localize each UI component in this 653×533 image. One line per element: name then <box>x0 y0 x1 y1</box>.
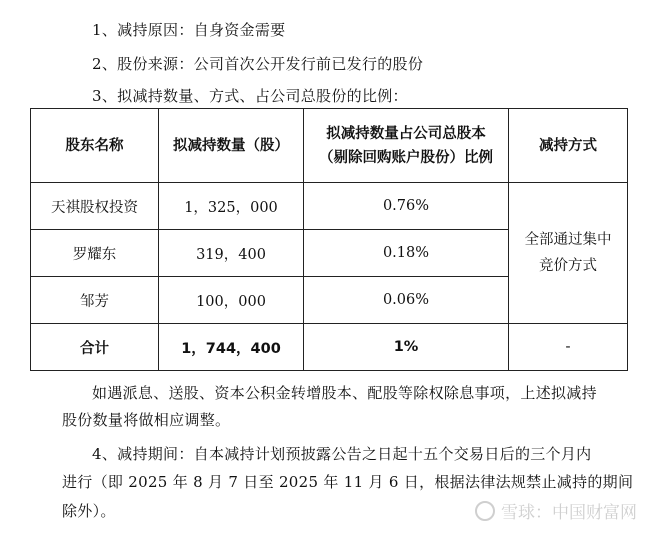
header-ratio-line1: 拟减持数量占公司总股本 <box>326 125 486 142</box>
method-line1: 全部通过集中 <box>524 232 612 248</box>
holder-ratio: 0.76% <box>304 183 509 230</box>
header-holder-name: 股东名称 <box>31 109 159 183</box>
table-header-row <box>31 109 628 183</box>
item-2: 2、股份来源：公司首次公开发行前已发行的股份 <box>92 55 424 73</box>
header-quantity: 拟减持数量（股） <box>159 109 304 183</box>
table-total-row <box>31 324 628 371</box>
total-label: 合计 <box>31 324 159 371</box>
item-4-line2: 进行（即 2025 年 8 月 7 日至 2025 年 11 月 6 日，根据法律法规禁止减持的期间 <box>62 473 634 491</box>
header-method: 减持方式 <box>509 109 628 183</box>
total-method: - <box>509 324 628 371</box>
snowball-logo-icon <box>475 501 495 521</box>
item-1: 1、减持原因：自身资金需要 <box>92 21 286 39</box>
header-ratio-line2: （剔除回购账户股份）比例 <box>319 149 493 166</box>
header-ratio <box>304 109 509 183</box>
method-cell <box>509 183 628 324</box>
holder-name: 天祺股权投资 <box>31 183 159 230</box>
table-row <box>31 183 628 230</box>
reduction-table <box>30 108 628 371</box>
holder-ratio: 0.06% <box>304 277 509 324</box>
holder-name: 邹芳 <box>31 277 159 324</box>
item-3: 3、拟减持数量、方式、占公司总股份的比例： <box>92 87 408 105</box>
holder-name: 罗耀东 <box>31 230 159 277</box>
watermark-text: 雪球：中国财富网 <box>501 503 637 523</box>
item-4-line3: 除外）。 <box>62 502 116 520</box>
holder-ratio: 0.18% <box>304 230 509 277</box>
method-line2: 竞价方式 <box>539 258 597 274</box>
watermark <box>475 498 637 523</box>
holder-quantity: 1，325，000 <box>159 183 304 230</box>
total-quantity: 1，744，400 <box>159 324 304 371</box>
adjustment-note-line2: 股份数量将做相应调整。 <box>62 411 231 429</box>
total-ratio: 1% <box>304 324 509 371</box>
adjustment-note-line1: 如遇派息、送股、资本公积金转增股本、配股等除权除息事项，上述拟减持 <box>92 384 597 402</box>
holder-quantity: 319，400 <box>159 230 304 277</box>
item-4-line1: 4、减持期间：自本减持计划预披露公告之日起十五个交易日后的三个月内 <box>92 445 592 463</box>
holder-quantity: 100，000 <box>159 277 304 324</box>
